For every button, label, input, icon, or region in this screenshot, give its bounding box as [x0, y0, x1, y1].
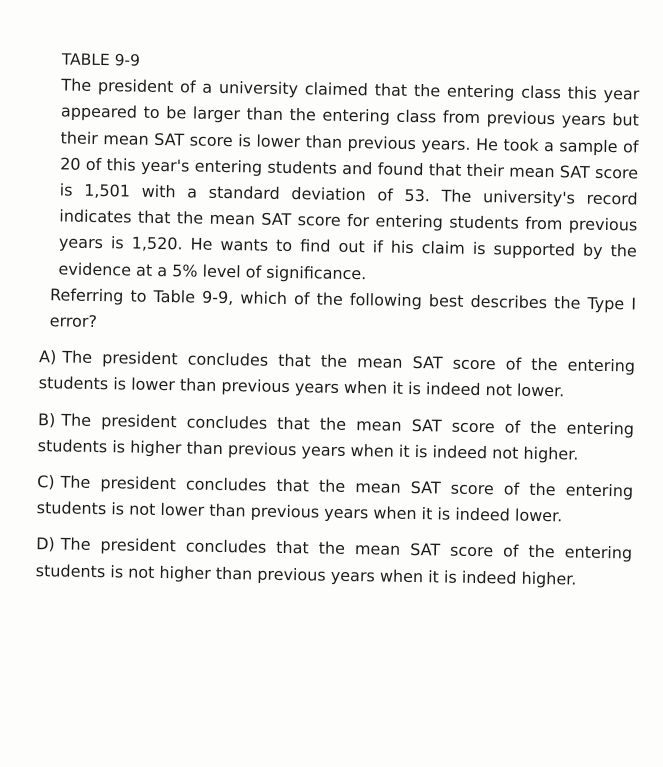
option-letter: C)	[37, 472, 55, 492]
option-text: The president concludes that the mean SAT score of the entering students is not lower than previous years when it is indeed lower.	[36, 472, 634, 526]
option-letter: A)	[38, 347, 57, 367]
answer-option-c	[27, 469, 634, 531]
problem-statement: The president of a university claimed that the entering class this year appeared to be larger than the entering class from previous years but their mean SAT score is lower than previous years. He took a sample of 20 of this year's entering students and found that their mean SAT score is 1,501 with a standard deviation of 53. The university's record indicates that the mean SAT score for entering students from previous years is 1,520. He wants to find out if his claim is supported by the evidence at a 5% level of significance.	[58, 75, 640, 283]
option-text: The president concludes that the mean SAT score of the entering students is higher than previous years when it is indeed not higher.	[37, 410, 635, 464]
answer-option-b	[28, 407, 635, 469]
answer-option-a	[28, 344, 635, 406]
question-prompt: Referring to Table 9-9, which of the following best describes the Type I error?	[49, 285, 637, 332]
option-text: The president concludes that the mean SAT score of the entering students is not higher than previous years when it is indeed higher.	[35, 534, 633, 589]
table-heading: TABLE 9-9	[61, 50, 141, 70]
question-document	[26, 46, 640, 593]
option-letter: D)	[36, 534, 55, 554]
option-letter: B)	[37, 409, 56, 430]
answer-option-d	[26, 531, 633, 593]
option-text: The president concludes that the mean SAT score of the entering students is lower than previous years when it is indeed not lower.	[38, 347, 636, 401]
